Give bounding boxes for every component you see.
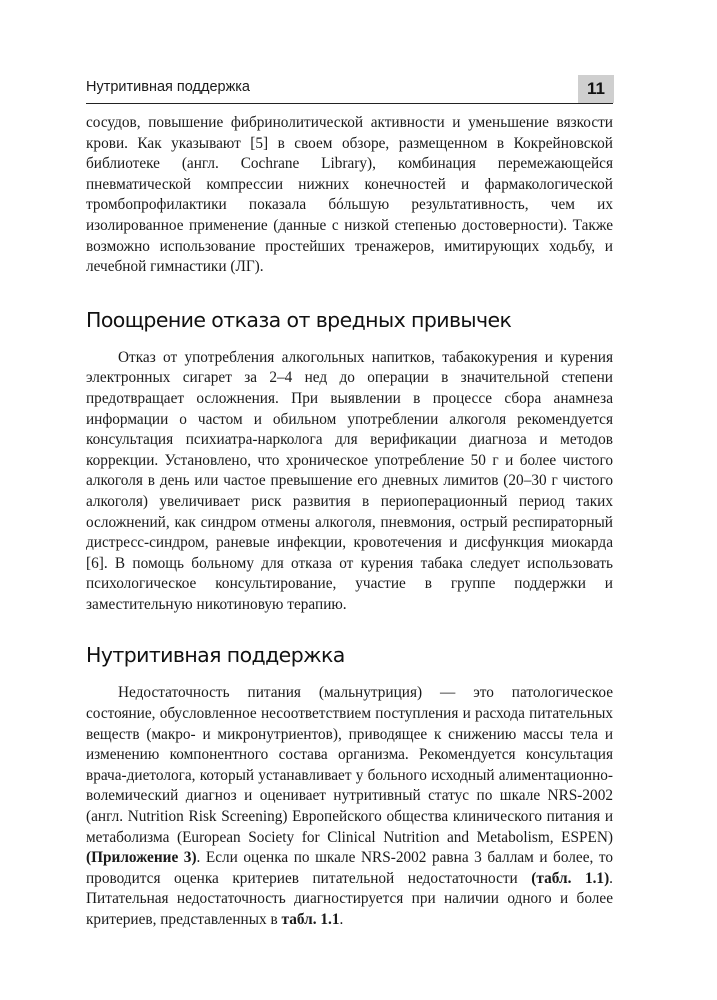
bad-habits-paragraph: Отказ от употребления алкогольных напитков, табакокурения и курения электронных сигарет за 2–4 нед до операции в значительной степени предотвращает осложнения. При выявлении в процессе сбора анамнеза информации о частом и обильном употреблении алкоголя рекомендуется консультация психиатра-нарколога для верификации диагноза и методов коррекции. Установлено, что хроническое употребление 50 г и более чистого алкоголя в день или частое превышение его дневных лимитов (20–30 г чистого алкоголя) увеличивает риск развития в периоперационный период таких осложнений, как синдром отмены алкоголя, пневмония, острый респираторный дистресс-синдром, раневые инфекции, кровотечения и дисфункция миокарда [6]. В помощь больному для отказа от курения табака следует использовать психологическое консультирование, участие в группе поддержки и заместительную никотиновую терапию. <box>86 348 613 613</box>
appendix-reference: (Приложение 3) <box>86 849 197 867</box>
nutrition-text-part3: . Питательная недостаточность диагностируется при наличии одного и более критериев, представленных в <box>86 869 613 928</box>
nutrition-text-part2: . Если оценка по шкале NRS-2002 равна 3 баллам и более, то проводится оценка критериев питательной недостаточности <box>86 849 614 887</box>
nutrition-text-part1: Недостаточность питания (мальнутриция) — это патологическое состояние, обусловленное несоответствием поступления и расхода питательных веществ (макро- и микронутриентов), приводящее к снижению массы тела и изменению компонентного состава организма. Рекомендуется консультация врача-диетолога, который устанавливает у больного исходный алиментационно-волемический диагноз и оценивает нутритивный статус по шкале NRS-2002 (англ. Nutrition Risk Screening) Европейского общества клинического питания и метаболизма (European Society for Clinical Nutrition and Metabolism, ESPEN) <box>86 684 613 846</box>
page-body <box>86 113 613 931</box>
running-title: Нутритивная поддержка <box>86 79 250 95</box>
nutrition-text-part4: . <box>339 911 344 928</box>
section-heading-nutrition: Нутритивная поддержка <box>86 643 345 668</box>
intro-paragraph: сосудов, повышение фибринолитической активности и уменьшение вязкости крови. Как указывают [5] в своем обзоре, размещенном в Кокрейновской библиотеке (англ. Cochrane Library), комбинация перемежающейся пневматической компрессии нижних конечностей и фармакологической тромбопрофилактики показала бóльшую результативность, чем их изолированное применение (данные с низкой степенью достоверности). Также возможно использование простейших тренажеров, имитирующих ходьбу, и лечебной гимнастики (ЛГ). <box>86 114 613 276</box>
section-heading-bad-habits: Поощрение отказа от вредных привычек <box>86 307 512 332</box>
table-reference-final: табл. 1.1 <box>281 911 340 928</box>
nutrition-paragraph <box>86 683 613 930</box>
table-reference: (табл. 1.1) <box>531 869 610 887</box>
page-header <box>86 75 613 104</box>
page-number: 11 <box>578 75 614 103</box>
